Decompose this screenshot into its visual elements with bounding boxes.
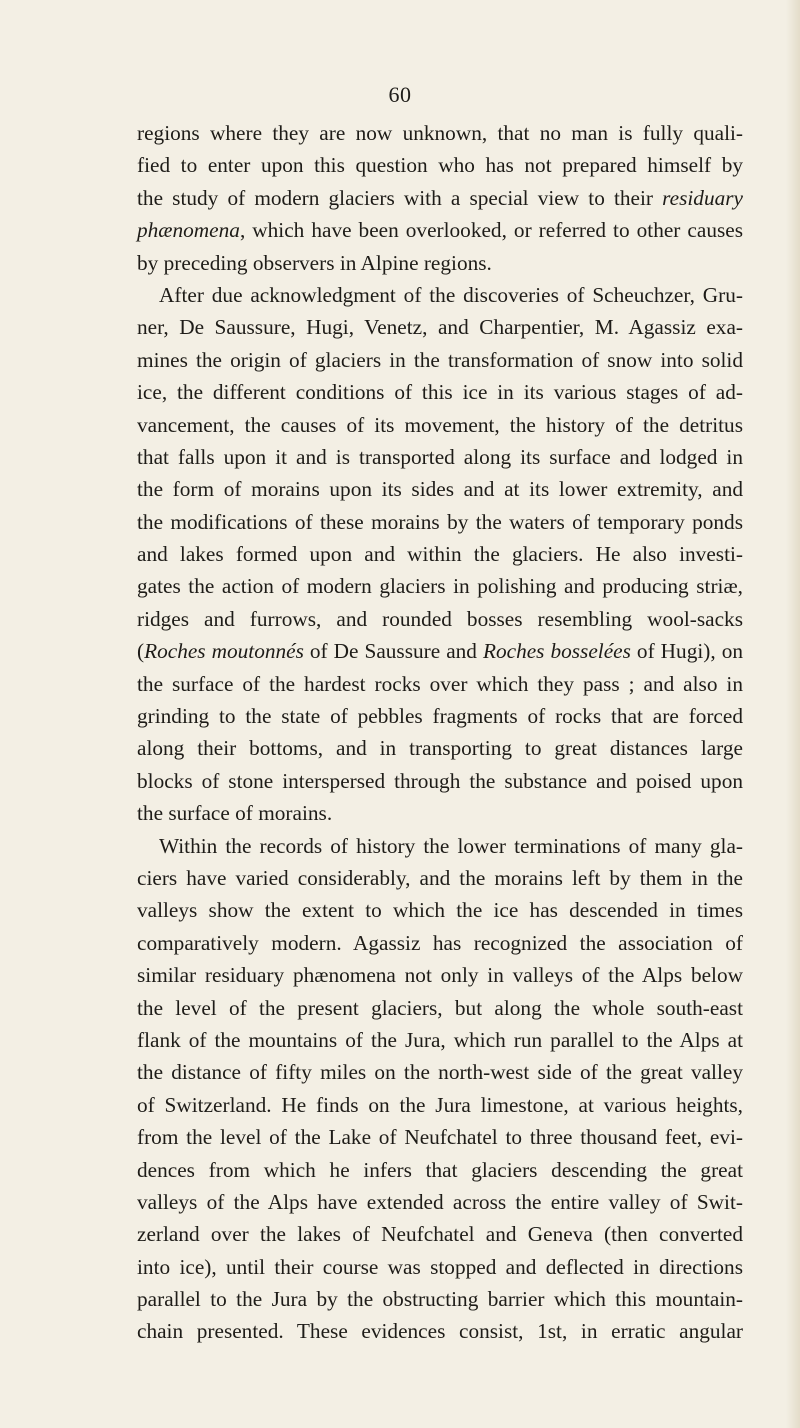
text-segment: the study of modern glaciers with a special view to their <box>137 185 663 210</box>
text-segment: the distance of fifty miles on the north-west side of the great valley <box>137 1060 743 1085</box>
text-segment: ice, the different conditions of this ice in its various stages of ad- <box>137 380 743 405</box>
text-line <box>137 765 743 797</box>
text-line <box>137 311 743 343</box>
text-line <box>137 1218 743 1250</box>
text-segment: ner, De Saussure, Hugi, Venetz, and Charpentier, M. Agassiz exa- <box>137 315 743 340</box>
text-segment: comparatively modern. Agassiz has recognized the association of <box>137 930 743 955</box>
text-segment: and lakes formed upon and within the glaciers. He also investi- <box>137 542 743 567</box>
text-line <box>137 247 743 279</box>
italic-text: phænomena <box>137 218 240 243</box>
italic-text: residuary <box>662 185 743 210</box>
text-segment: flank of the mountains of the Jura, which run parallel to the Alps at <box>137 1027 743 1052</box>
text-segment: grinding to the state of pebbles fragments of rocks that are forced <box>137 704 743 729</box>
text-segment: mines the origin of glaciers in the transformation of snow into solid <box>137 347 743 372</box>
text-line <box>137 700 743 732</box>
text-line <box>137 1251 743 1283</box>
text-line <box>137 409 743 441</box>
text-segment: the surface of morains. <box>137 801 333 826</box>
text-line <box>137 927 743 959</box>
text-line <box>137 959 743 991</box>
text-line <box>137 473 743 505</box>
text-segment: the level of the present glaciers, but along the whole south-east <box>137 995 743 1020</box>
text-line <box>137 117 743 149</box>
text-line <box>137 1089 743 1121</box>
text-segment: gates the action of modern glaciers in polishing and producing striæ, <box>137 574 743 599</box>
text-segment: of Switzerland. He finds on the Jura limestone, at various heights, <box>137 1092 743 1117</box>
text-segment: into ice), until their course was stopped and deflected in directions <box>137 1254 743 1279</box>
text-segment: blocks of stone interspersed through the substance and poised upon <box>137 768 743 793</box>
text-segment: valleys show the extent to which the ice has descended in times <box>137 898 743 923</box>
text-segment: regions where they are now unknown, that no man is fully quali- <box>137 121 743 145</box>
text-segment: zerland over the lakes of Neufchatel and Geneva (then converted <box>137 1222 743 1247</box>
page-edge-shadow <box>786 0 800 1428</box>
text-segment: ( <box>137 639 145 664</box>
text-segment: vancement, the causes of its movement, the history of the detritus <box>137 412 743 437</box>
text-segment: the form of morains upon its sides and at its lower extremity, and <box>137 477 743 502</box>
text-segment: parallel to the Jura by the obstructing barrier which this mountain- <box>137 1287 743 1312</box>
text-line <box>137 668 743 700</box>
text-line <box>137 635 743 667</box>
text-segment: chain presented. These evidences consist, 1st, in erratic angular <box>137 1319 743 1344</box>
text-line <box>137 1186 743 1218</box>
text-line <box>137 1024 743 1056</box>
text-segment: ciers have varied considerably, and the morains left by them in the <box>137 865 743 890</box>
text-line <box>137 862 743 894</box>
page-number: 60 <box>388 82 412 107</box>
text-line <box>137 797 743 829</box>
text-line <box>137 182 743 214</box>
text-segment: , which have been overlooked, or referred to other causes <box>239 218 743 243</box>
text-segment: similar residuary phænomena not only in valleys of the Alps below <box>137 963 743 988</box>
text-line <box>137 538 743 570</box>
text-segment: by preceding observers in Alpine regions. <box>137 250 492 275</box>
text-line <box>137 1154 743 1186</box>
text-segment: along their bottoms, and in transporting to great distances large <box>137 736 743 761</box>
text-line <box>137 214 743 246</box>
text-line <box>137 279 743 311</box>
text-segment: valleys of the Alps have extended across the entire valley of Swit- <box>137 1189 743 1214</box>
text-line <box>137 1315 743 1347</box>
text-segment: fied to enter upon this question who has not prepared himself by <box>137 153 743 178</box>
text-segment: the modifications of these morains by the waters of temporary ponds <box>137 509 743 534</box>
text-line <box>137 732 743 764</box>
text-segment: from the level of the Lake of Neufchatel to three thousand feet, evi- <box>137 1125 743 1150</box>
text-line <box>137 1283 743 1315</box>
text-line <box>137 603 743 635</box>
text-line <box>137 344 743 376</box>
text-line <box>137 441 743 473</box>
text-segment: of De Saussure and <box>303 639 483 664</box>
text-line <box>137 894 743 926</box>
text-line <box>137 992 743 1024</box>
italic-text: Roches moutonnés <box>144 639 304 664</box>
text-line <box>137 506 743 538</box>
text-segment: the surface of the hardest rocks over which they pass ; and also in <box>137 671 743 696</box>
text-line <box>137 376 743 408</box>
text-line <box>137 1121 743 1153</box>
text-segment: After due acknowledgment of the discoveries of Scheuchzer, Gru- <box>159 282 743 307</box>
text-segment: ridges and furrows, and rounded bosses resembling wool-sacks <box>137 606 743 631</box>
text-line <box>137 570 743 602</box>
text-segment: Within the records of history the lower terminations of many gla- <box>159 833 743 858</box>
text-segment: that falls upon it and is transported along its surface and lodged in <box>137 444 743 469</box>
italic-text: Roches bosselées <box>482 639 631 664</box>
text-line <box>137 149 743 181</box>
text-segment: of Hugi), on <box>630 639 743 664</box>
body-text <box>137 117 743 1348</box>
text-line <box>137 830 743 862</box>
text-segment: dences from which he infers that glaciers descending the great <box>137 1157 743 1182</box>
text-line <box>137 1056 743 1088</box>
